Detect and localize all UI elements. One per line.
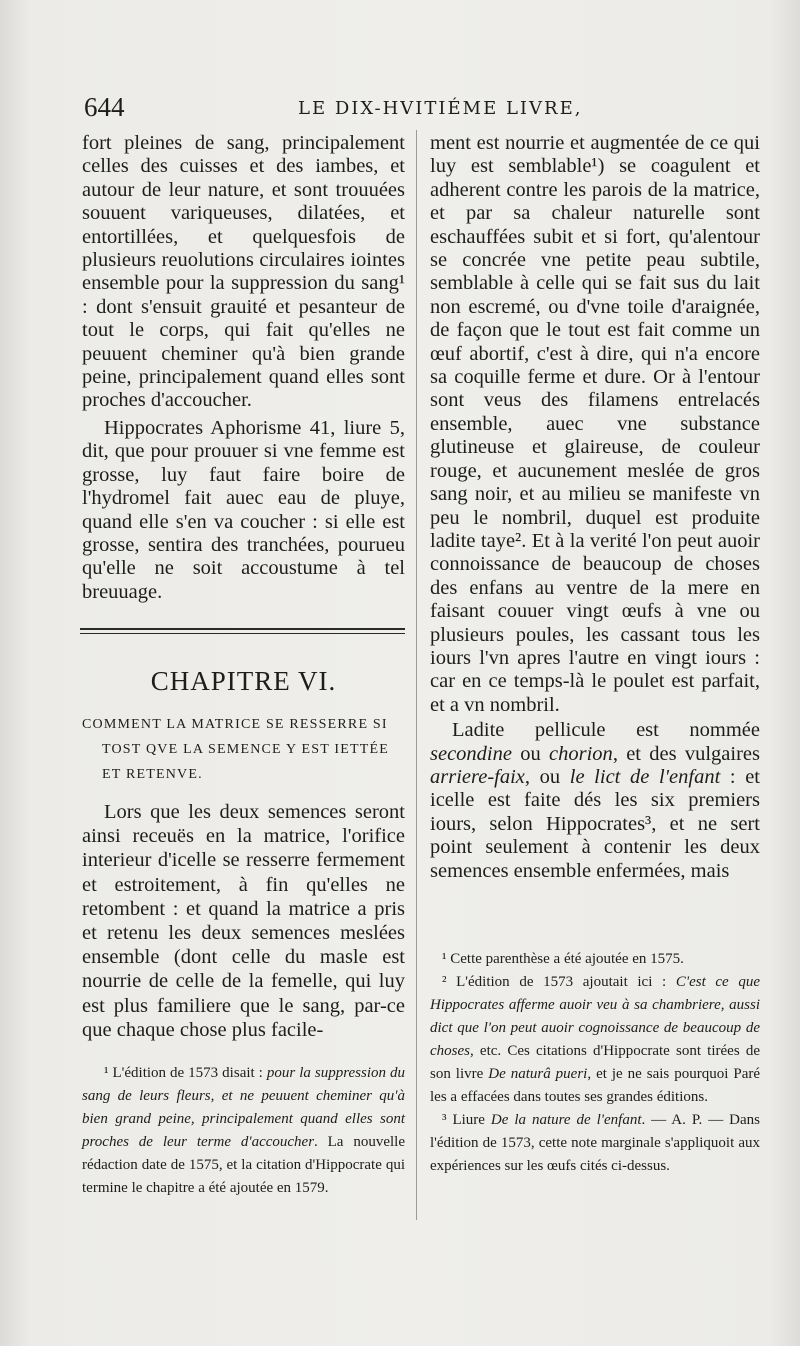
page-number: 644	[84, 92, 125, 122]
footnote-left-1: ¹ L'édition de 1573 disait : pour la suppression du sang de leurs fleurs, et ne peuuent cheminer qu'à bien grand peine, principalement quand elles sont proches de leur terme d'accoucher. La nouvelle rédaction date de 1575, et la citation d'Hippocrate qui termine le chapitre a été ajoutée en 1579.	[82, 1065, 405, 1196]
right-paragraph-1: ment est nourrie et augmentée de ce qui luy est semblable¹) se coagulent et adherent contre les parois de la matrice, et par sa chaleur naturelle sont eschauffées subit et si fort, qu'alentour se concrée vne petite peau subtile, semblable à celle qui se fait sus du lait non escremé, ou d'vne toile d'araignée, de façon que le tout est fait comme un œuf abortif, c'est à dire, qui n'a encore sa coquille ferme et dure. Or à l'entour sont veus des filamens entrelacés ensemble, auec vne substance glutineuse et glaireuse, de couleur rouge, et aucunement meslée de gros sang noir, et au milieu se manifeste vn peu le nombril, duquel est produite ladite taye². Et à la verité l'on peut auoir connoissance de beaucoup de choses des enfans au ventre de la mere en faisant couuer vingt œufs à vne ou plusieurs poules, les cassant tous les iours l'vn apres l'autre en vingt iours : car en ce temps-là le poulet est parfait, et a vn nombril.	[430, 132, 760, 716]
page-header	[80, 92, 770, 132]
footnotes-left	[82, 1062, 405, 1200]
chapter-title: CHAPITRE VI.	[150, 666, 337, 696]
running-title: LE DIX-HVITIÉME LIVRE,	[298, 98, 583, 119]
footnote-right-2: ² L'édition de 1573 ajoutait ici : C'est ce que Hippocrates afferme auoir veu à sa chambriere, aussi dict que l'on peut auoir cognoissance de beaucoup de choses, etc. Ces citations d'Hippocrate sont tirées de son livre De naturâ pueri, et je ne sais pourquoi Paré les a effacées dans toutes ses grandes éditions.	[430, 974, 761, 1105]
chapter-subtitle-line-3: ET RETENVE.	[102, 767, 203, 782]
chapter-rule	[80, 628, 405, 634]
chapter-subtitle	[82, 712, 405, 787]
column-divider	[416, 130, 417, 1220]
chapter-subtitle-line-1: COMMENT LA MATRICE SE RESSERRE SI	[82, 717, 388, 732]
left-column	[82, 132, 405, 604]
chapter-body	[82, 800, 405, 1042]
footnotes-right	[430, 948, 760, 1178]
right-column	[430, 132, 760, 883]
chapter-subtitle-line-2: TOST QVE LA SEMENCE Y EST IETTÉE	[102, 742, 390, 757]
footnote-right-3: ³ Liure De la nature de l'enfant. — A. P. — Dans l'édition de 1573, cette note marginale s'appliquoit aux expériences sur les œufs cités ci-dessus.	[430, 1112, 760, 1174]
chapter-paragraph-1: Lors que les deux semences seront ainsi receuës en la matrice, l'orifice interieur d'icelle se resserre fermement et estroitement, à fin qu'elles ne retombent : et quand la matrice a pris et retenu les deux semences meslées ensemble (dont celle du masle est nourrie de celle de la femelle, qui luy est plus familiere que le sang, par-ce que chaque chose plus facile-	[82, 801, 405, 1041]
left-paragraph-2: Hippocrates Aphorisme 41, liure 5, dit, que pour prouuer si vne femme est grosse, luy faut faire boire de l'hydromel fait auec eau de pluye, quand elle s'en va coucher : si elle est grosse, sentira des tranchées, pourueu qu'elle ne soit accoustume à tel breuuage.	[82, 416, 405, 603]
footnote-right-1: ¹ Cette parenthèse a été ajoutée en 1575.	[442, 951, 684, 967]
left-paragraph-1: fort pleines de sang, principalement celles des cuisses et des iambes, et autour de leur nature, et sont trouuées souuent variqueuses, dilatées, et entortillées, et quelquesfois de plusieurs reuolutions circulaires iointes ensemble pour la suppression du sang¹ : dont s'ensuit grauité et pesanteur de tout le corps, qui fait qu'elles ne peuuent cheminer qu'à bien grande peine, principalement quand elles sont proches d'accoucher.	[82, 132, 405, 412]
right-paragraph-2: Ladite pellicule est nommée secondine ou chorion, et des vulgaires arriere-faix, ou le lict de l'enfant : et icelle est faite dés les six premiers iours, selon Hippocrates³, et ne sert point seulement à contenir les deux semences ensemble enfermées, mais	[430, 719, 761, 882]
